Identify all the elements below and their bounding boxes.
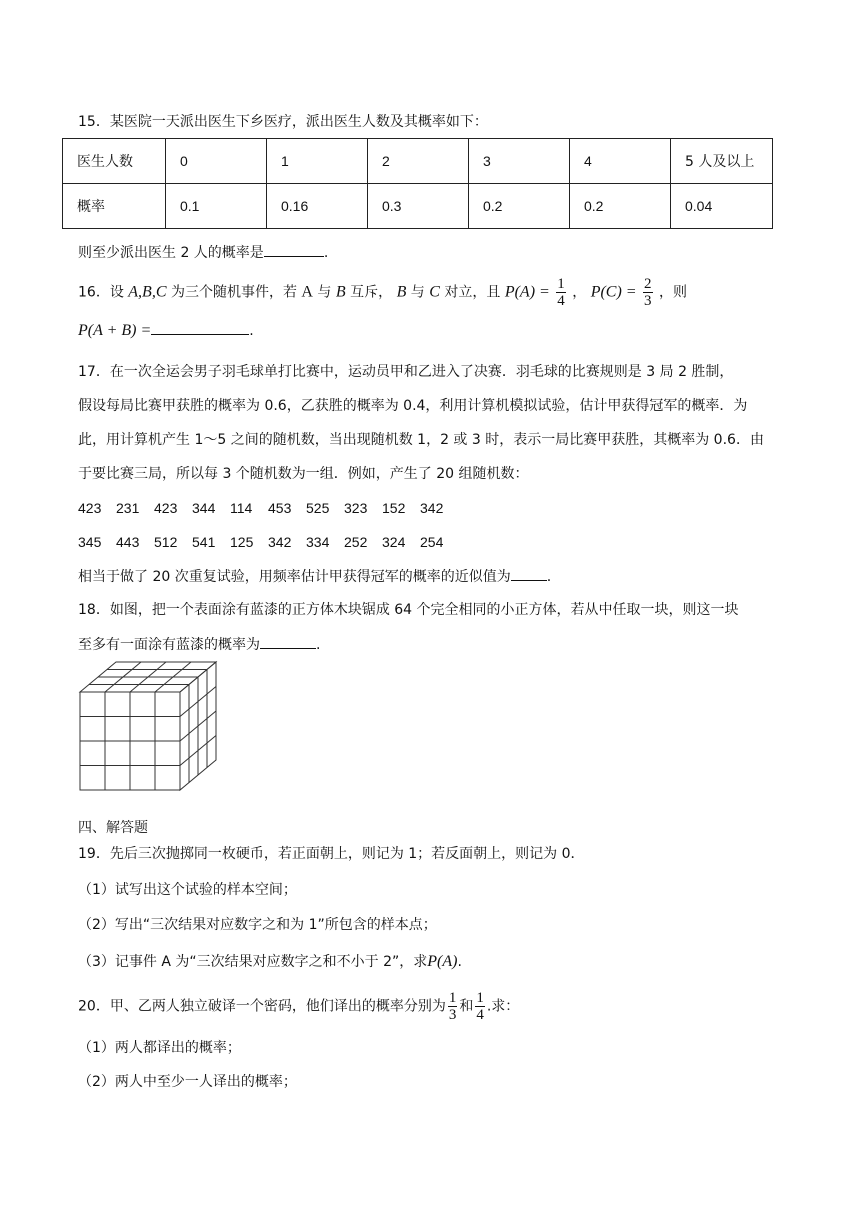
- random-number: 125: [230, 534, 254, 550]
- table-cell: 1: [267, 139, 368, 184]
- random-number: 324: [382, 534, 406, 550]
- q19-pa: P(A): [427, 953, 458, 970]
- table-cell: 医生人数: [63, 139, 166, 184]
- q20-text: 和: [459, 998, 474, 1015]
- random-number: 443: [116, 534, 140, 550]
- q19-end: .: [457, 954, 462, 970]
- q20-sub-1: （1）两人都译出的概率；: [78, 1040, 241, 1056]
- random-number: 344: [192, 500, 216, 516]
- q16-text: 16．设: [78, 284, 124, 301]
- q19-sub-3-text: （3）记事件 A 为“三次结果对应数字之和不小于 2”，求: [78, 954, 428, 970]
- cube-figure: [78, 660, 218, 792]
- q17-random-numbers-row-1: [78, 498, 458, 518]
- random-number: 254: [420, 534, 444, 550]
- random-number: 342: [268, 534, 292, 550]
- q17-line-2: 假设每局比赛甲获胜的概率为 0.6，乙获胜的概率为 0.4，利用计算机模拟试验，估计甲获得冠军的概率．为: [78, 398, 748, 414]
- random-number: 231: [116, 500, 140, 516]
- q19-stem: 19．先后三次抛掷同一枚硬币，若正面朝上，则记为 1；若反面朝上，则记为 0．: [78, 846, 585, 862]
- q18-line-2: 至多有一面涂有蓝漆的概率为: [78, 637, 260, 653]
- q15-table: [62, 138, 773, 229]
- q16-text: 互斥，: [350, 284, 393, 301]
- table-row: [63, 184, 773, 229]
- answer-blank: [151, 320, 249, 335]
- q19-sub-2: （2）写出“三次结果对应数字之和为 1”所包含的样本点；: [78, 917, 437, 933]
- q15-after-text: 则至少派出医生 2 人的概率是: [78, 245, 264, 261]
- q17-line-4: 于要比赛三局，所以每 3 个随机数为一组．例如，产生了 20 组随机数：: [78, 466, 529, 482]
- table-cell: 0.1: [166, 184, 267, 229]
- answer-blank: [511, 566, 547, 581]
- table-cell: 3: [469, 139, 570, 184]
- answer-blank: [264, 242, 324, 257]
- random-number: 334: [306, 534, 330, 550]
- q16-pa: P(A) =: [504, 283, 550, 301]
- q16-end: .: [249, 323, 254, 339]
- answer-blank: [260, 634, 316, 649]
- q16-var: C: [429, 283, 440, 301]
- q19-sub-3: [78, 952, 462, 972]
- table-cell: 0.2: [570, 184, 671, 229]
- table-row: [63, 139, 773, 184]
- q20-sub-2: （2）两人中至少一人译出的概率；: [78, 1074, 297, 1090]
- q16-text: 与: [410, 284, 425, 301]
- section-heading: 四、解答题: [78, 820, 148, 836]
- q16-text: 对立，且: [444, 284, 501, 301]
- q16-pab: P(A + B) =: [78, 322, 152, 339]
- random-number: 525: [306, 500, 330, 516]
- random-number: 152: [382, 500, 406, 516]
- q17-answer-line: [78, 566, 551, 587]
- fraction: $\frac{1}{4}$: [557, 276, 565, 309]
- q17-line-3: 此，用计算机产生 1～5 之间的随机数，当出现随机数 1，2 或 3 时，表示一局比赛甲获胜，其概率为 0.6．由: [78, 432, 764, 448]
- q16-var: B: [396, 283, 407, 301]
- q16-vars: A,B,C: [128, 283, 167, 301]
- q19-sub-1: （1）试写出这个试验的样本空间；: [78, 882, 297, 898]
- q15-stem: 15．某医院一天派出医生下乡医疗，派出医生人数及其概率如下：: [78, 114, 488, 130]
- random-number: 453: [268, 500, 292, 516]
- q20-text: 20．甲、乙两人独立破译一个密码，他们译出的概率分别为: [78, 998, 446, 1015]
- q16-text: 为三个随机事件，若: [170, 284, 297, 301]
- q17-end: .: [546, 569, 552, 585]
- random-number: 512: [154, 534, 178, 550]
- table-cell: 0.04: [671, 184, 773, 229]
- random-number: 342: [420, 500, 444, 516]
- q20-text: .求：: [486, 998, 520, 1015]
- table-cell: 0.2: [469, 184, 570, 229]
- q17-line-1: 17．在一次全运会男子羽毛球单打比赛中，运动员甲和乙进入了决赛．羽毛球的比赛规则是 3 局 2 胜制，: [78, 364, 734, 380]
- fraction: $\frac{2}{3}$: [644, 276, 652, 309]
- random-number: 252: [344, 534, 368, 550]
- table-cell: 0.3: [368, 184, 469, 229]
- table-cell: 2: [368, 139, 469, 184]
- q15-end: .: [323, 245, 329, 261]
- q16-text: ，则: [659, 284, 687, 301]
- q18-line-1: 18．如图，把一个表面涂有蓝漆的正方体木块锯成 64 个完全相同的小正方体，若从中任取一块，则这一块: [78, 602, 739, 618]
- q16-text: ，: [572, 284, 587, 301]
- table-cell: 0: [166, 139, 267, 184]
- fraction: $\frac{1}{4}$: [476, 990, 484, 1023]
- random-number: 323: [344, 500, 368, 516]
- q16-answer-line: [78, 320, 254, 341]
- q18-end: .: [316, 637, 321, 653]
- q16-var: B: [335, 283, 346, 301]
- table-cell: 概率: [63, 184, 166, 229]
- q20-stem: [78, 990, 519, 1023]
- q17-line-5: 相当于做了 20 次重复试验，用频率估计甲获得冠军的概率的近似值为: [78, 569, 511, 585]
- q18-answer-line: [78, 634, 320, 655]
- q16-pc: P(C) =: [590, 283, 637, 301]
- random-number: 114: [230, 500, 253, 516]
- table-cell: 0.16: [267, 184, 368, 229]
- random-number: 423: [78, 500, 102, 516]
- q17-random-numbers-row-2: [78, 532, 458, 552]
- table-cell: 4: [570, 139, 671, 184]
- q16-var: A: [301, 283, 313, 301]
- table-cell: 5 人及以上: [671, 139, 773, 184]
- q16-stem: [78, 276, 687, 309]
- fraction: $\frac{1}{3}$: [448, 990, 457, 1023]
- random-number: 423: [154, 500, 178, 516]
- random-number: 541: [192, 534, 216, 550]
- random-number: 345: [78, 534, 102, 550]
- q16-text: 与: [317, 284, 332, 301]
- q15-answer-line: [78, 242, 328, 263]
